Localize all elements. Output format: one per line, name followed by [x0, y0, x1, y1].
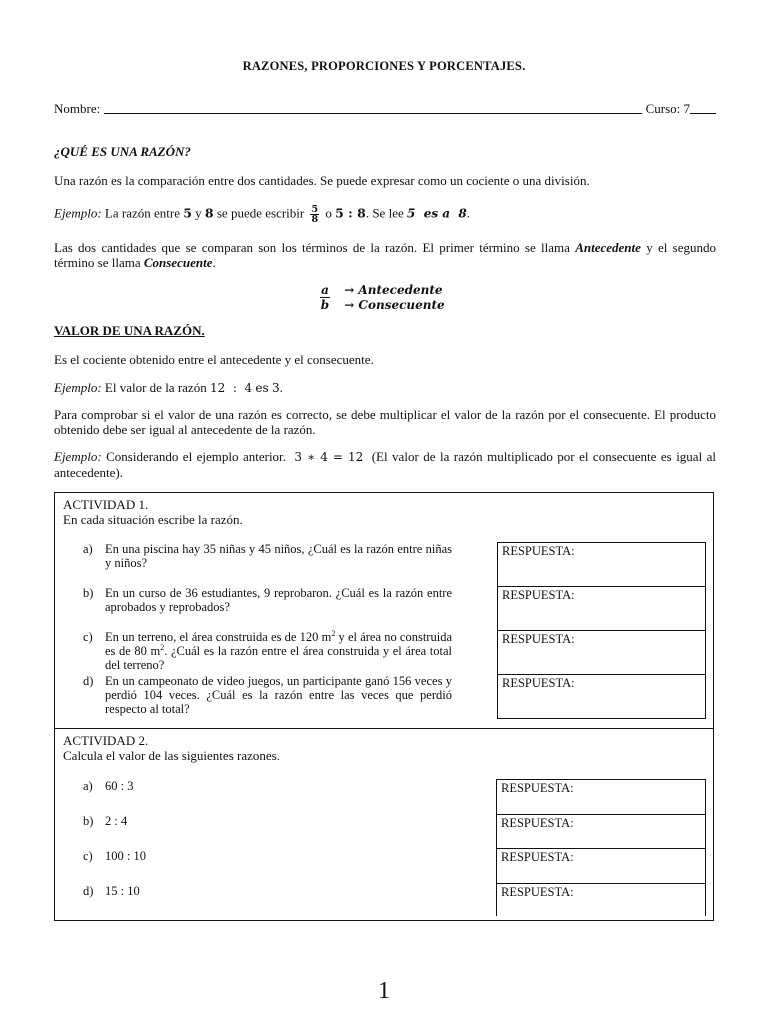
- example-o: o: [325, 205, 332, 221]
- actividad-1-answer-b[interactable]: RESPUESTA:: [497, 586, 706, 631]
- valor-example-text: El valor de la razón: [104, 380, 207, 395]
- razon-definition: Una razón es la comparación entre dos cantidades. Se puede expresar como un cociente o una división.: [54, 173, 590, 188]
- actividad-2-answer-c[interactable]: RESPUESTA:: [496, 848, 706, 883]
- valor-example: [54, 380, 716, 396]
- terms-end: .: [212, 255, 216, 270]
- actividad-2-title: ACTIVIDAD 2.: [63, 733, 149, 748]
- actividad-1-title: ACTIVIDAD 1.: [63, 497, 149, 512]
- section-heading-valor-razon: VALOR DE UNA RAZÓN.: [54, 323, 205, 338]
- valor-example-label: Ejemplo:: [54, 380, 102, 395]
- actividad-1-answer-a[interactable]: RESPUESTA:: [497, 542, 706, 587]
- actividad-2-answer-a[interactable]: RESPUESTA:: [496, 779, 706, 814]
- actividad-1-item-b: [83, 586, 452, 618]
- name-course-line: [54, 101, 716, 117]
- fraction-numerator: 5: [311, 204, 319, 215]
- valor-example-es: es: [255, 381, 269, 395]
- item-label: d): [83, 884, 94, 898]
- item-text: [105, 630, 452, 672]
- check-example-text: Considerando el ejemplo anterior.: [106, 449, 286, 464]
- actividad-1-instruction: En cada situación escribe la razón.: [63, 512, 243, 527]
- example-antecedent: 5: [183, 205, 192, 221]
- curso-label: Curso: 7: [645, 101, 690, 116]
- diagram-b: b: [320, 298, 330, 312]
- item-label: b): [83, 814, 94, 828]
- example-text-2: se puede escribir: [216, 205, 305, 221]
- nombre-label: Nombre:: [54, 101, 101, 116]
- superscript: 2: [160, 642, 165, 652]
- example-label: Ejemplo:: [54, 205, 102, 221]
- item-label: b): [83, 586, 94, 600]
- actividad-2-item-d: [83, 884, 452, 900]
- actividad-1-item-c: [83, 630, 452, 674]
- document-title: RAZONES, PROPORCIONES Y PORCENTAJES.: [242, 59, 526, 73]
- item-text: 15 : 10: [105, 884, 140, 898]
- page-number: 1: [378, 978, 390, 1004]
- actividad-1-item-d: [83, 674, 452, 718]
- item-label: c): [83, 849, 93, 863]
- item-text-part: En un terreno, el área construida es de 120 m: [105, 630, 332, 644]
- item-text-part: y el área no construida es de 80 m: [105, 630, 452, 658]
- check-example: [54, 449, 716, 480]
- item-text: 100 : 10: [105, 849, 146, 863]
- actividad-2-item-a: [83, 779, 452, 795]
- actividad-1-answer-d[interactable]: RESPUESTA:: [497, 674, 706, 719]
- example-text-3: . Se lee: [365, 205, 404, 221]
- example-consequent: 8: [204, 205, 214, 221]
- nombre-blank[interactable]: [104, 112, 641, 114]
- actividad-2-item-c: [83, 849, 452, 865]
- item-text: En un campeonato de video juegos, un participante ganó 156 veces y perdió 104 veces. ¿Cuál es la razón entre las veces que perdió respecto al total?: [105, 674, 452, 716]
- valor-example-value: 3: [271, 381, 280, 395]
- item-label: a): [83, 542, 93, 556]
- valor-definition: Es el cociente obtenido entre el antecedente y el consecuente.: [54, 352, 374, 367]
- razon-example: [54, 205, 716, 224]
- diagram-antecedente: → Antecedente: [344, 283, 443, 297]
- item-text: En un curso de 36 estudiantes, 9 reprobaron. ¿Cuál es la razón entre aprobados y reprobados?: [105, 586, 452, 614]
- check-paragraph: Para comprobar si el valor de una razón es correcto, se debe multiplicar el valor de la razón por el consecuente. El producto obtenido debe ser igual al antecedente de la razón.: [54, 407, 716, 437]
- fraction-denominator: 8: [311, 214, 319, 225]
- item-text: En una piscina hay 35 niñas y 45 niños, ¿Cuál es la razón entre niñas y niños?: [105, 542, 452, 570]
- terms-text-2: y el segundo término se llama: [54, 240, 717, 270]
- example-end: .: [466, 205, 470, 221]
- actividad-2-answer-b[interactable]: RESPUESTA:: [496, 814, 706, 848]
- actividad-1-item-a: [83, 542, 452, 574]
- item-text: 2 : 4: [105, 814, 128, 828]
- check-example-expr: 3 ∗ 4 = 12: [294, 450, 364, 464]
- item-label: a): [83, 779, 93, 793]
- section-heading-que-es-razon: ¿QUÉ ES UNA RAZÓN?: [54, 144, 191, 159]
- example-fraction: [310, 205, 319, 224]
- curso-blank[interactable]: [690, 112, 716, 114]
- term-antecedente: Antecedente: [575, 240, 641, 255]
- valor-example-end: .: [279, 380, 283, 395]
- item-text-part: . ¿Cuál es la razón entre el área construida y el área total del terreno?: [105, 644, 452, 672]
- terms-text-1: Las dos cantidades que se comparan son los términos de la razón. El primer término se llama: [54, 240, 570, 255]
- actividad-2-answer-d[interactable]: RESPUESTA:: [496, 883, 706, 916]
- actividad-2-instruction: Calcula el valor de las siguientes razones.: [63, 748, 280, 763]
- superscript: 2: [331, 628, 336, 638]
- term-consecuente: Consecuente: [143, 255, 213, 270]
- actividad-2-item-b: [83, 814, 452, 830]
- example-reading: 5 es a 8: [406, 206, 467, 221]
- check-example-note: (El valor de la razón multiplicado por el consecuente es igual al antecedente).: [54, 449, 717, 480]
- example-text-1: La razón entre: [104, 205, 180, 221]
- diagram-a: a: [321, 283, 329, 297]
- actividad-1-answer-c[interactable]: RESPUESTA:: [497, 630, 706, 675]
- item-label: c): [83, 630, 93, 644]
- example-ratio: 5 : 8: [335, 205, 366, 221]
- example-y: y: [195, 205, 202, 221]
- item-text: 60 : 3: [105, 779, 134, 793]
- diagram-consecuente: → Consecuente: [344, 298, 445, 312]
- item-label: d): [83, 674, 94, 688]
- check-example-label: Ejemplo:: [54, 449, 102, 464]
- valor-example-expr: 12 : 4: [209, 381, 253, 395]
- terms-paragraph: [54, 240, 716, 270]
